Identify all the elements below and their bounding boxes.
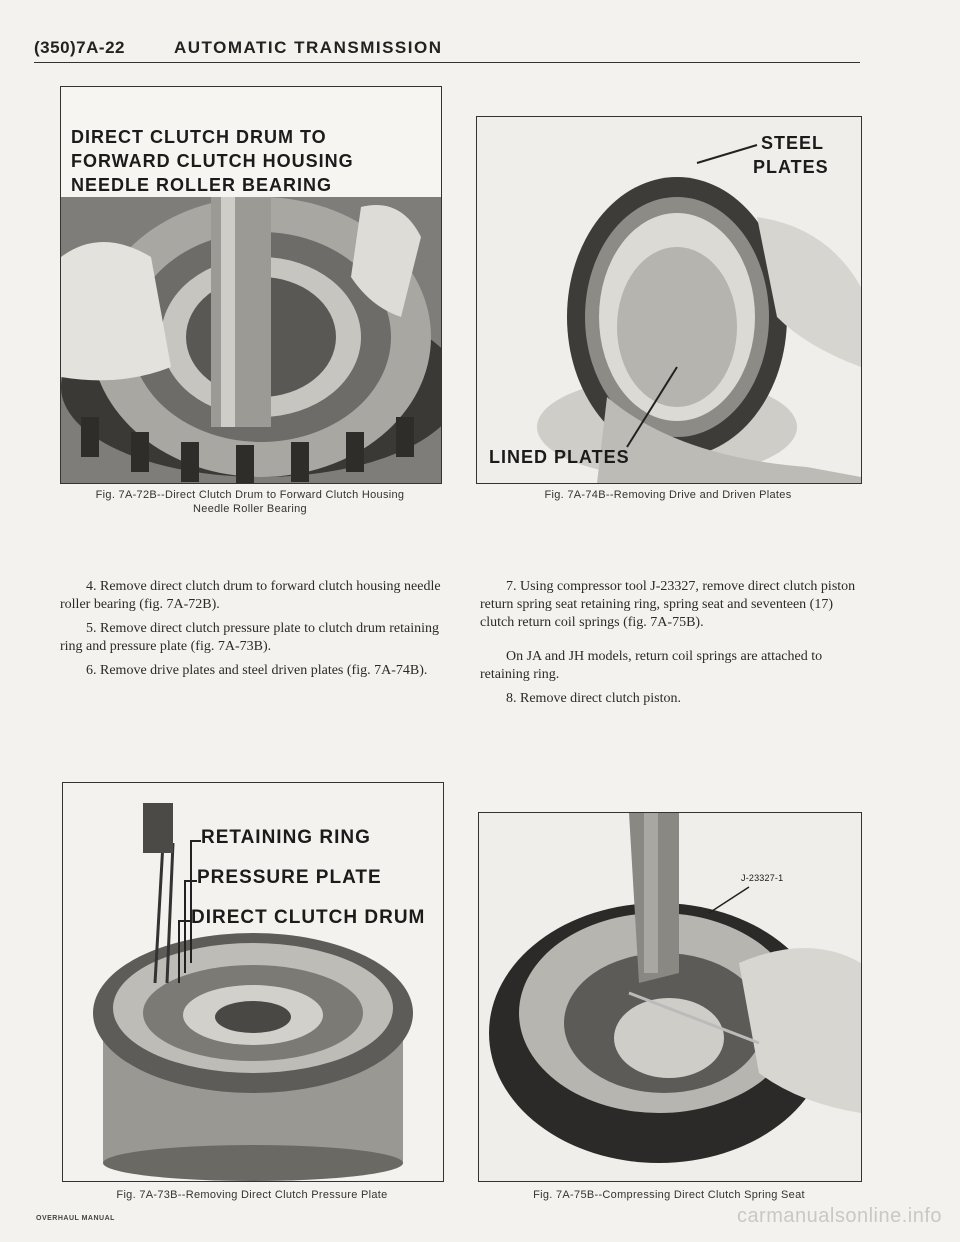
footer-manual: OVERHAUL MANUAL: [36, 1215, 115, 1222]
callout-lined-plates: LINED PLATES: [489, 447, 630, 467]
caption-fig-7a-72b: [60, 488, 440, 516]
callout-bearing-line2: FORWARD CLUTCH HOUSING: [71, 151, 354, 171]
watermark: carmanualsonline.info: [736, 1205, 942, 1227]
callout-steel-line1: STEEL: [761, 133, 825, 153]
step-5: 5. Remove direct clutch pressure plate to clutch drum retaining ring and pressure plate (fig. 7A-73B).: [60, 621, 439, 654]
page-number: (350)7A-22: [34, 38, 125, 57]
callout-steel-line2: PLATES: [753, 157, 829, 177]
callout-pressure-plate: PRESSURE PLATE: [197, 867, 382, 888]
figure-7a-75b: [478, 812, 862, 1182]
caption-fig-7a-75b: Fig. 7A-75B--Compressing Direct Clutch Spring Seat: [533, 1189, 805, 1201]
figure-7a-73b: [62, 782, 444, 1182]
callout-bearing-line1: DIRECT CLUTCH DRUM TO: [71, 127, 327, 147]
caption-fig-7a-74b: Fig. 7A-74B--Removing Drive and Driven Plates: [544, 489, 792, 501]
callout-direct-clutch-drum: DIRECT CLUTCH DRUM: [191, 907, 426, 928]
caption-line2: Needle Roller Bearing: [193, 503, 307, 515]
page-header: [34, 38, 860, 63]
step-8: 8. Remove direct clutch piston.: [506, 691, 681, 706]
figure-7a-72b: [60, 86, 442, 484]
tool-label-j-23327-1: J-23327-1: [741, 873, 784, 883]
step-7: 7. Using compressor tool J-23327, remove direct clutch piston return spring seat retaining ring, spring seat and seventeen (17) clutch return coil springs (fig. 7A-75B).: [480, 579, 856, 630]
step-6: 6. Remove drive plates and steel driven plates (fig. 7A-74B).: [86, 663, 428, 678]
figure-7a-74b: [476, 116, 862, 484]
note-ja-jh: On JA and JH models, return coil springs are attached to retaining ring.: [480, 649, 823, 682]
callout-bearing-line3: NEEDLE ROLLER BEARING: [71, 175, 333, 195]
caption-fig-7a-73b: Fig. 7A-73B--Removing Direct Clutch Pressure Plate: [116, 1189, 388, 1201]
step-4: 4. Remove direct clutch drum to forward clutch housing needle roller bearing (fig. 7A-72B).: [60, 579, 441, 612]
callout-retaining-ring: RETAINING RING: [201, 827, 371, 848]
section-title: AUTOMATIC TRANSMISSION: [174, 38, 443, 57]
caption-line1: Fig. 7A-72B--Direct Clutch Drum to Forward Clutch Housing: [95, 489, 405, 501]
spring-seat-photo: [479, 813, 861, 1181]
